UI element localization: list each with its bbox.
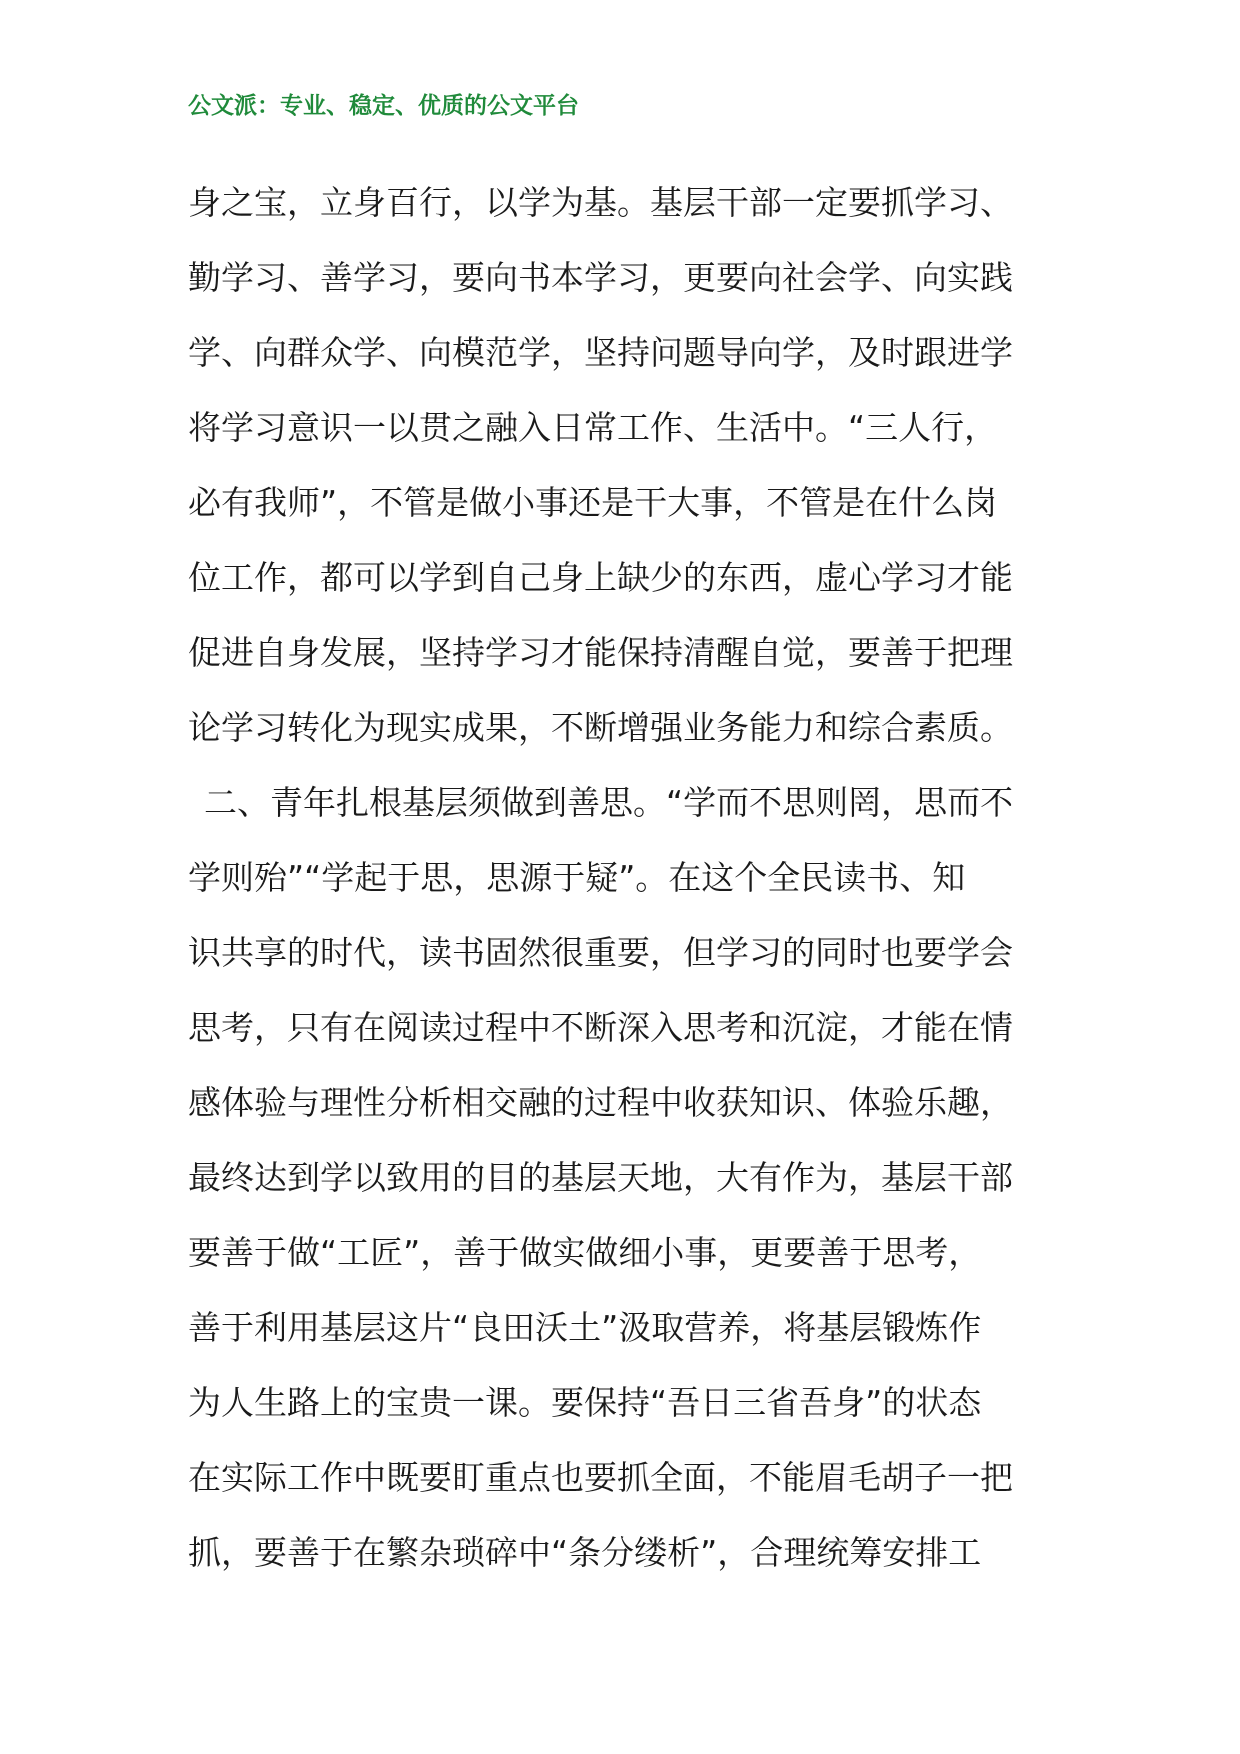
text-line: 学则殆”“学起于思，思源于疑”。在这个全民读书、知 xyxy=(188,858,966,897)
text-line: 将学习意识一以贯之融入日常工作、生活中。“三人行， xyxy=(188,408,998,447)
text-line: 身之宝，立身百行，以学为基。基层干部一定要抓学习、 xyxy=(188,183,1013,222)
body-text xyxy=(188,165,1068,1590)
text-line: 抓，要善于在繁杂琐碎中“条分缕析”，合理统筹安排工 xyxy=(188,1533,982,1572)
text-line: 论学习转化为现实成果，不断增强业务能力和综合素质。 xyxy=(188,708,1013,747)
text-line: 最终达到学以致用的目的基层天地，大有作为，基层干部 xyxy=(188,1158,1013,1197)
text-line: 促进自身发展，坚持学习才能保持清醒自觉，要善于把理 xyxy=(188,633,1013,672)
text-line: 思考，只有在阅读过程中不断深入思考和沉淀，才能在情 xyxy=(188,1008,1013,1047)
text-line: 善于利用基层这片“良田沃土”汲取营养，将基层锻炼作 xyxy=(188,1308,982,1347)
text-line: 要善于做“工匠”，善于做实做细小事，更要善于思考， xyxy=(188,1233,982,1272)
text-line: 学、向群众学、向模范学，坚持问题导向学，及时跟进学 xyxy=(188,333,1013,372)
text-line: 感体验与理性分析相交融的过程中收获知识、体验乐趣， xyxy=(188,1083,1013,1122)
text-line: 识共享的时代，读书固然很重要，但学习的同时也要学会 xyxy=(188,933,1013,972)
section-heading-line: 二、青年扎根基层须做到善思。“学而不思则罔，思而不 xyxy=(204,783,1014,822)
text-line: 在实际工作中既要盯重点也要抓全面，不能眉毛胡子一把 xyxy=(188,1458,1013,1497)
text-line: 位工作，都可以学到自己身上缺少的东西，虚心学习才能 xyxy=(188,558,1013,597)
text-line: 勤学习、善学习，要向书本学习，更要向社会学、向实践 xyxy=(188,258,1013,297)
text-line: 为人生路上的宝贵一课。要保持“吾日三省吾身”的状态 xyxy=(188,1383,982,1422)
text-line: 必有我师”，不管是做小事还是干大事，不管是在什么岗 xyxy=(188,483,998,522)
header-title: 公文派：专业、稳定、优质的公文平台 xyxy=(188,93,579,119)
